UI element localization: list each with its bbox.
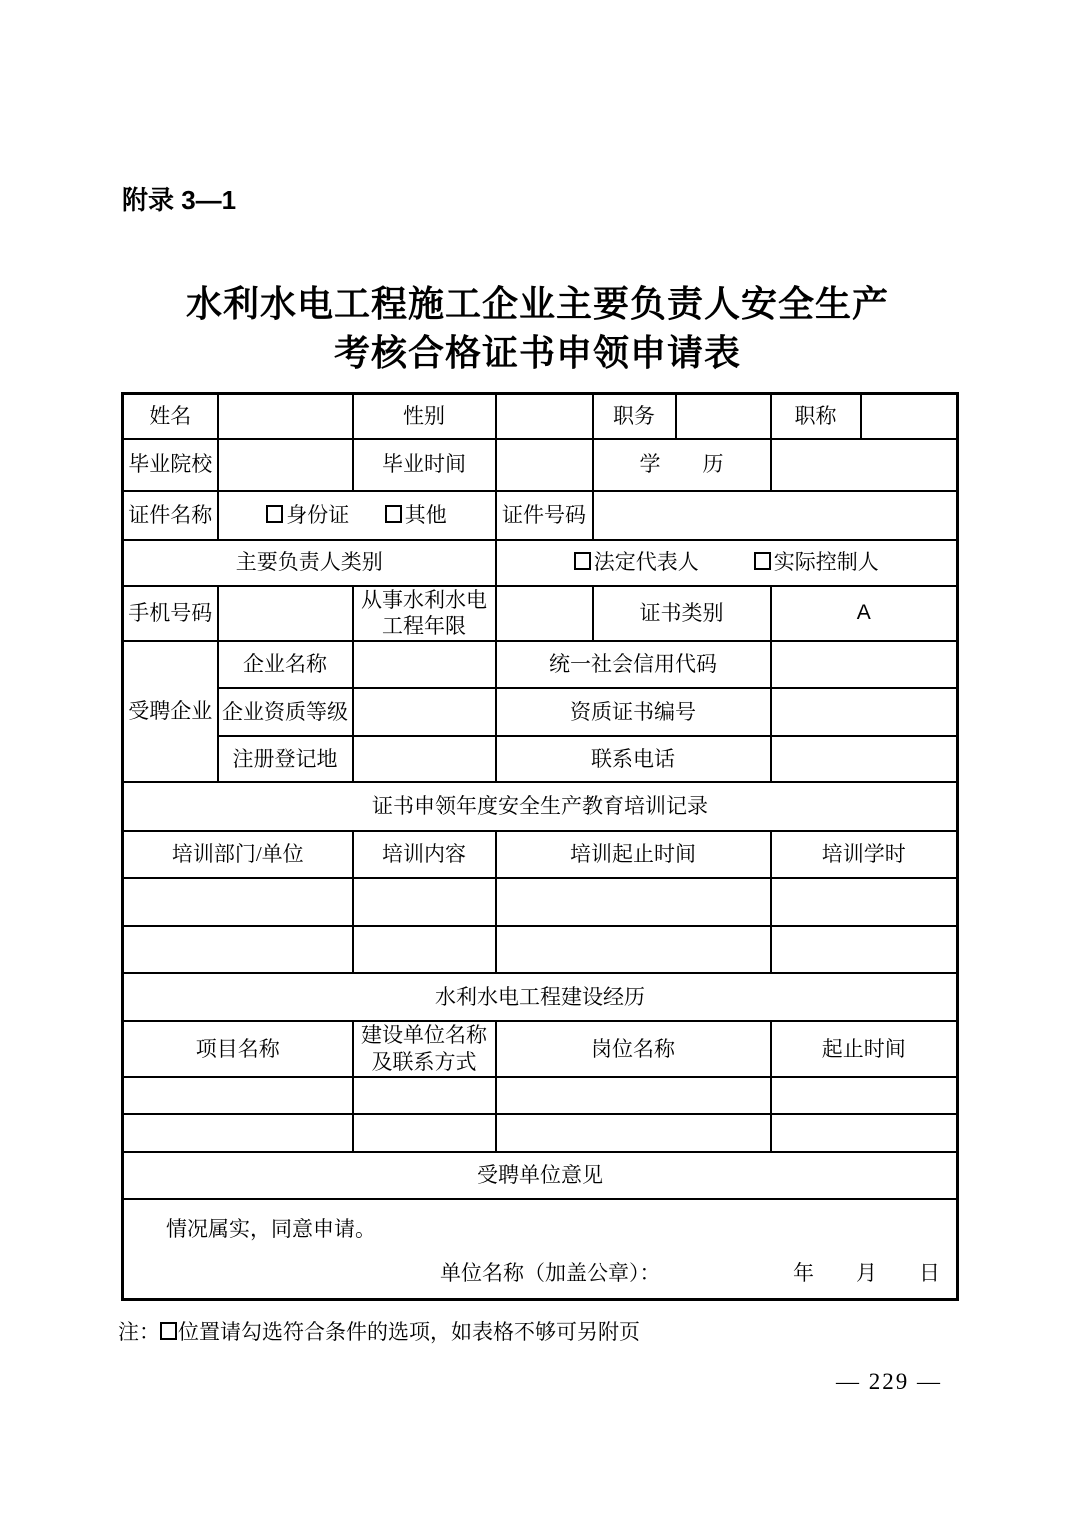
training-header-content: 培训内容 xyxy=(353,831,496,878)
school-label: 毕业院校 xyxy=(123,439,218,491)
empty-cell xyxy=(771,1114,958,1152)
cert-class-value: A xyxy=(771,586,958,642)
qualification-label: 企业资质等级 xyxy=(218,688,353,736)
application-form-table xyxy=(121,392,959,1301)
page-title-line1: 水利水电工程施工企业主要负责人安全生产 xyxy=(185,284,889,324)
experience-header-period: 起止时间 xyxy=(771,1021,958,1077)
row-experience-section-title xyxy=(123,973,958,1021)
empty-cell xyxy=(496,878,771,926)
cert-no-label: 证件号码 xyxy=(496,491,593,540)
experience-header-project: 项目名称 xyxy=(123,1021,353,1077)
experience-header-builder: 建设单位名称及联系方式 xyxy=(353,1021,496,1077)
row-cert-name xyxy=(123,491,958,540)
name-value-cell xyxy=(218,394,353,439)
empty-cell xyxy=(771,878,958,926)
row-name-gender xyxy=(123,394,958,439)
cert-name-options-cell xyxy=(218,491,496,540)
school-value-cell xyxy=(218,439,353,491)
duty-value-cell xyxy=(676,394,771,439)
opinion-body-cell xyxy=(123,1199,958,1299)
checkbox-label: 实际控制人 xyxy=(773,550,879,575)
contact-phone-value-cell xyxy=(771,736,958,782)
empty-cell xyxy=(123,878,353,926)
row-leader-type xyxy=(123,540,958,586)
training-empty-row xyxy=(123,926,958,973)
training-header-dept: 培训部门/单位 xyxy=(123,831,353,878)
row-company-name xyxy=(123,641,958,688)
checkbox-option-legal-rep xyxy=(574,549,699,576)
job-title-value-cell xyxy=(861,394,958,439)
employer-group-label: 受聘企业 xyxy=(123,641,218,782)
checkbox-icon xyxy=(266,505,283,523)
checkbox-label: 身份证 xyxy=(286,502,350,527)
mobile-label: 手机号码 xyxy=(123,586,218,642)
years-value-cell xyxy=(496,586,593,642)
leader-type-label: 主要负责人类别 xyxy=(123,540,496,586)
opinion-statement: 情况属实，同意申请。 xyxy=(166,1217,376,1241)
gender-value-cell xyxy=(496,394,593,439)
checkbox-label: 其他 xyxy=(404,502,447,527)
checkbox-option-id-card xyxy=(266,502,349,529)
mobile-value-cell xyxy=(218,586,353,642)
footer-note xyxy=(118,1316,640,1346)
experience-empty-row xyxy=(123,1114,958,1152)
page-title xyxy=(0,280,1075,378)
opinion-section-title: 受聘单位意见 xyxy=(123,1152,958,1199)
qualification-no-value-cell xyxy=(771,688,958,736)
empty-cell xyxy=(123,926,353,973)
empty-cell xyxy=(123,1114,353,1152)
registered-place-value-cell xyxy=(353,736,496,782)
qualification-value-cell xyxy=(353,688,496,736)
job-title-label: 职称 xyxy=(771,394,861,439)
company-name-value-cell xyxy=(353,641,496,688)
years-label: 从事水利水电工程年限 xyxy=(353,586,496,642)
checkbox-icon xyxy=(160,1322,177,1340)
contact-phone-label: 联系电话 xyxy=(496,736,771,782)
empty-cell xyxy=(771,1077,958,1114)
registered-place-label: 注册登记地 xyxy=(218,736,353,782)
training-section-title: 证书申领年度安全生产教育培训记录 xyxy=(123,782,958,831)
empty-cell xyxy=(353,1114,496,1152)
row-registered-place xyxy=(123,736,958,782)
empty-cell xyxy=(496,1077,771,1114)
row-training-headers xyxy=(123,831,958,878)
grad-time-label: 毕业时间 xyxy=(353,439,496,491)
experience-empty-row xyxy=(123,1077,958,1114)
cert-name-label: 证件名称 xyxy=(123,491,218,540)
grad-time-value-cell xyxy=(496,439,593,491)
empty-cell xyxy=(496,1114,771,1152)
checkbox-option-other xyxy=(385,502,447,529)
training-header-hours: 培训学时 xyxy=(771,831,958,878)
opinion-seal-label: 单位名称（加盖公章）： xyxy=(440,1261,661,1285)
training-empty-row xyxy=(123,878,958,926)
company-name-label: 企业名称 xyxy=(218,641,353,688)
row-mobile-cert-class xyxy=(123,586,958,642)
checkbox-option-actual-controller xyxy=(754,549,879,576)
footer-note-prefix: 注： xyxy=(118,1320,160,1344)
leader-type-options-cell xyxy=(496,540,958,586)
experience-section-title: 水利水电工程建设经历 xyxy=(123,973,958,1021)
checkbox-icon xyxy=(574,552,591,570)
cert-no-value-cell xyxy=(593,491,958,540)
checkbox-icon xyxy=(385,505,402,523)
credit-code-label: 统一社会信用代码 xyxy=(496,641,771,688)
experience-header-post: 岗位名称 xyxy=(496,1021,771,1077)
empty-cell xyxy=(353,878,496,926)
footer-note-text: 位置请勾选符合条件的选项，如表格不够可另附页 xyxy=(178,1320,640,1344)
duty-label: 职务 xyxy=(593,394,676,439)
name-label: 姓名 xyxy=(123,394,218,439)
empty-cell xyxy=(353,1077,496,1114)
opinion-date-label: 年 月 日 xyxy=(793,1261,940,1285)
row-qualification xyxy=(123,688,958,736)
gender-label: 性别 xyxy=(353,394,496,439)
page-number: — 229 — xyxy=(836,1369,942,1394)
empty-cell xyxy=(123,1077,353,1114)
cert-class-label: 证书类别 xyxy=(593,586,771,642)
credit-code-value-cell xyxy=(771,641,958,688)
checkbox-label: 法定代表人 xyxy=(593,550,699,575)
row-opinion-body xyxy=(123,1199,958,1299)
row-opinion-section-title xyxy=(123,1152,958,1199)
page-title-line2: 考核合格证书申领申请表 xyxy=(333,333,741,373)
checkbox-icon xyxy=(754,552,771,570)
education-value-cell xyxy=(771,439,958,491)
training-header-period: 培训起止时间 xyxy=(496,831,771,878)
qualification-no-label: 资质证书编号 xyxy=(496,688,771,736)
row-experience-headers xyxy=(123,1021,958,1077)
education-label: 学 历 xyxy=(593,439,771,491)
empty-cell xyxy=(353,926,496,973)
empty-cell xyxy=(771,926,958,973)
appendix-label: 附录 3—1 xyxy=(122,185,237,215)
empty-cell xyxy=(496,926,771,973)
row-training-section-title xyxy=(123,782,958,831)
row-school xyxy=(123,439,958,491)
